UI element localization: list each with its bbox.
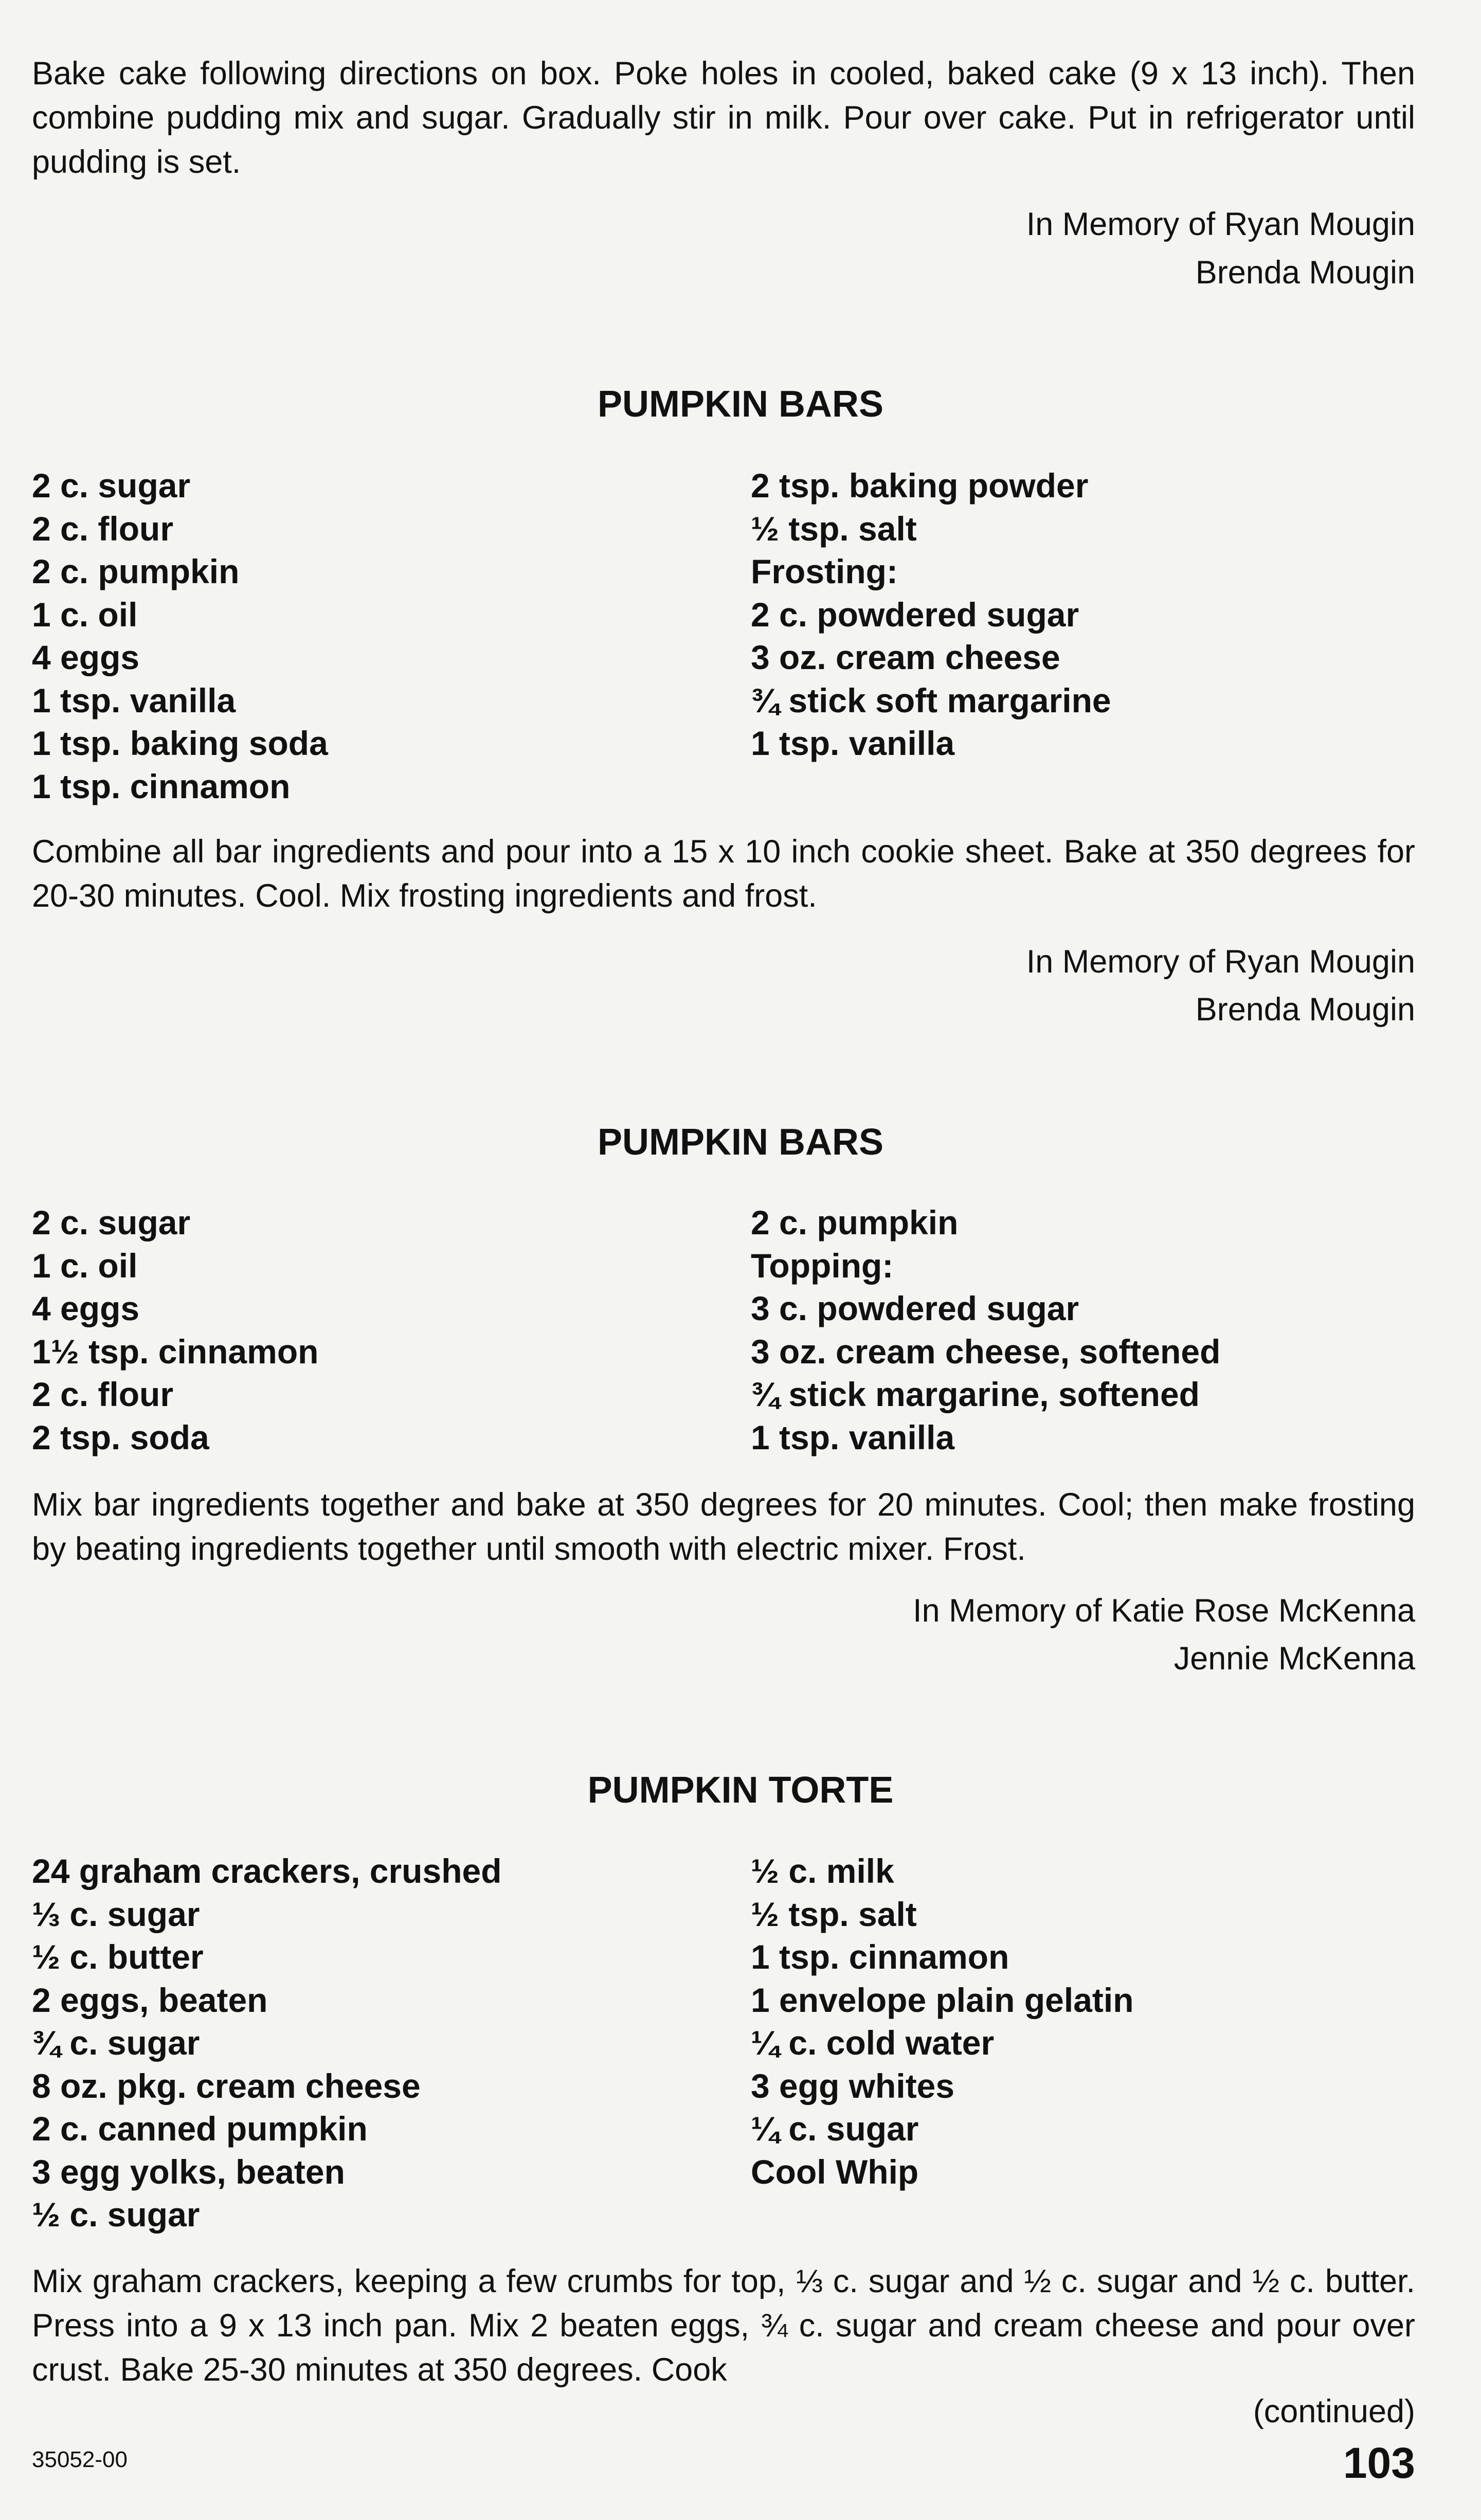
ingredient-item: 1 tsp. baking soda: [32, 724, 328, 762]
ingredient-item: ½ tsp. salt: [751, 1895, 917, 1933]
ingredient-item: 3 oz. cream cheese: [751, 638, 1060, 676]
ingredient-item: 4 eggs: [32, 638, 140, 676]
ingredient-item: 8 oz. pkg. cream cheese: [32, 2066, 421, 2105]
ingredient-list-right: [751, 1850, 1134, 2193]
ingredient-list-left: [32, 1850, 502, 2237]
ingredient-item: 1 c. oil: [32, 1246, 138, 1285]
ingredient-item: 1 tsp. vanilla: [32, 681, 236, 719]
ingredient-item: 2 c. powdered sugar: [751, 595, 1079, 634]
recipe-title: PUMPKIN BARS: [597, 384, 884, 425]
ingredient-item: 2 c. pumpkin: [32, 552, 240, 590]
ingredient-item: 2 c. pumpkin: [751, 1203, 959, 1241]
intro-author: Brenda Mougin: [1195, 255, 1415, 291]
recipe-author: Jennie McKenna: [1173, 1641, 1415, 1677]
ingredient-item: 1 envelope plain gelatin: [751, 1981, 1134, 2019]
page-number: 103: [1343, 2439, 1415, 2487]
recipe-directions: Mix graham crackers, keeping a few crumbs for top, ⅓ c. sugar and ½ c. sugar and ½ c. butter. Press into a 9 x 13 inch pan. Mix 2 beaten eggs, ¾ c. sugar and cream cheese and pour over crust. Bake 25-30 minutes at 350 degrees. Cook: [32, 2263, 1415, 2388]
recipe-author: Brenda Mougin: [1195, 992, 1415, 1028]
ingredient-item: ¾ c. sugar: [32, 2024, 200, 2062]
ingredient-item: 4 eggs: [32, 1289, 140, 1327]
recipe-memory: In Memory of Ryan Mougin: [1026, 944, 1415, 980]
ingredient-item: 1 tsp. vanilla: [751, 1418, 955, 1456]
ingredient-item: 3 oz. cream cheese, softened: [751, 1332, 1221, 1371]
ingredient-item: 2 c. sugar: [32, 466, 191, 505]
ingredient-list-left: [32, 464, 328, 808]
ingredient-item: ⅓ c. sugar: [32, 1895, 200, 1933]
ingredient-item: ½ c. milk: [751, 1852, 894, 1890]
ingredient-item: ¼ c. cold water: [751, 2024, 995, 2062]
ingredient-list-left: [32, 1201, 318, 1459]
ingredient-item: 2 c. flour: [32, 1375, 174, 1413]
recipe-memory: In Memory of Katie Rose McKenna: [913, 1593, 1415, 1629]
continued-note: (continued): [1253, 2393, 1415, 2429]
ingredient-item: 2 eggs, beaten: [32, 1981, 268, 2019]
recipe-directions: Combine all bar ingredients and pour into a 15 x 10 inch cookie sheet. Bake at 350 degrees for 20-30 minutes. Cool. Mix frosting ingredients and frost.: [32, 834, 1415, 914]
ingredient-item: 1 c. oil: [32, 595, 138, 634]
intro-memory: In Memory of Ryan Mougin: [1026, 206, 1415, 242]
ingredient-item: ¾ stick margarine, softened: [751, 1375, 1200, 1413]
ingredient-item: Topping:: [751, 1246, 894, 1285]
recipe-directions: Mix bar ingredients together and bake at 350 degrees for 20 minutes. Cool; then make frosting by beating ingredients together until smooth with electric mixer. Frost.: [32, 1487, 1415, 1567]
ingredient-item: Cool Whip: [751, 2152, 919, 2191]
book-code: 35052-00: [32, 2447, 128, 2472]
ingredient-list-right: [751, 464, 1111, 765]
ingredient-item: 1½ tsp. cinnamon: [32, 1332, 319, 1371]
ingredient-item: 24 graham crackers, crushed: [32, 1852, 502, 1890]
ingredient-item: Frosting:: [751, 552, 898, 590]
ingredient-item: 1 tsp. cinnamon: [32, 767, 291, 805]
intro-directions: Bake cake following directions on box. Poke holes in cooled, baked cake (9 x 13 inch). Then combine pudding mix and sugar. Gradually stir in milk. Pour over cake. Put in refrigerator until pudding is set.: [32, 56, 1415, 180]
ingredient-list-right: [751, 1201, 1220, 1459]
ingredient-item: 1 tsp. vanilla: [751, 724, 955, 762]
ingredient-item: ¼ c. sugar: [751, 2110, 919, 2148]
ingredient-item: ¾ stick soft margarine: [751, 681, 1111, 719]
ingredient-item: 3 egg yolks, beaten: [32, 2152, 345, 2191]
ingredient-item: 2 c. canned pumpkin: [32, 2110, 368, 2148]
ingredient-item: ½ c. sugar: [32, 2195, 200, 2234]
ingredient-item: 2 tsp. baking powder: [751, 466, 1089, 505]
ingredient-item: 2 tsp. soda: [32, 1418, 209, 1456]
ingredient-item: 2 c. sugar: [32, 1203, 191, 1241]
ingredient-item: 2 c. flour: [32, 509, 174, 548]
ingredient-item: 1 tsp. cinnamon: [751, 1938, 1009, 1976]
recipe-title: PUMPKIN TORTE: [587, 1770, 894, 1811]
recipe-title: PUMPKIN BARS: [597, 1122, 884, 1163]
ingredient-item: 3 egg whites: [751, 2066, 955, 2105]
ingredient-item: ½ tsp. salt: [751, 509, 917, 548]
ingredient-item: ½ c. butter: [32, 1938, 204, 1976]
ingredient-item: 3 c. powdered sugar: [751, 1289, 1079, 1327]
